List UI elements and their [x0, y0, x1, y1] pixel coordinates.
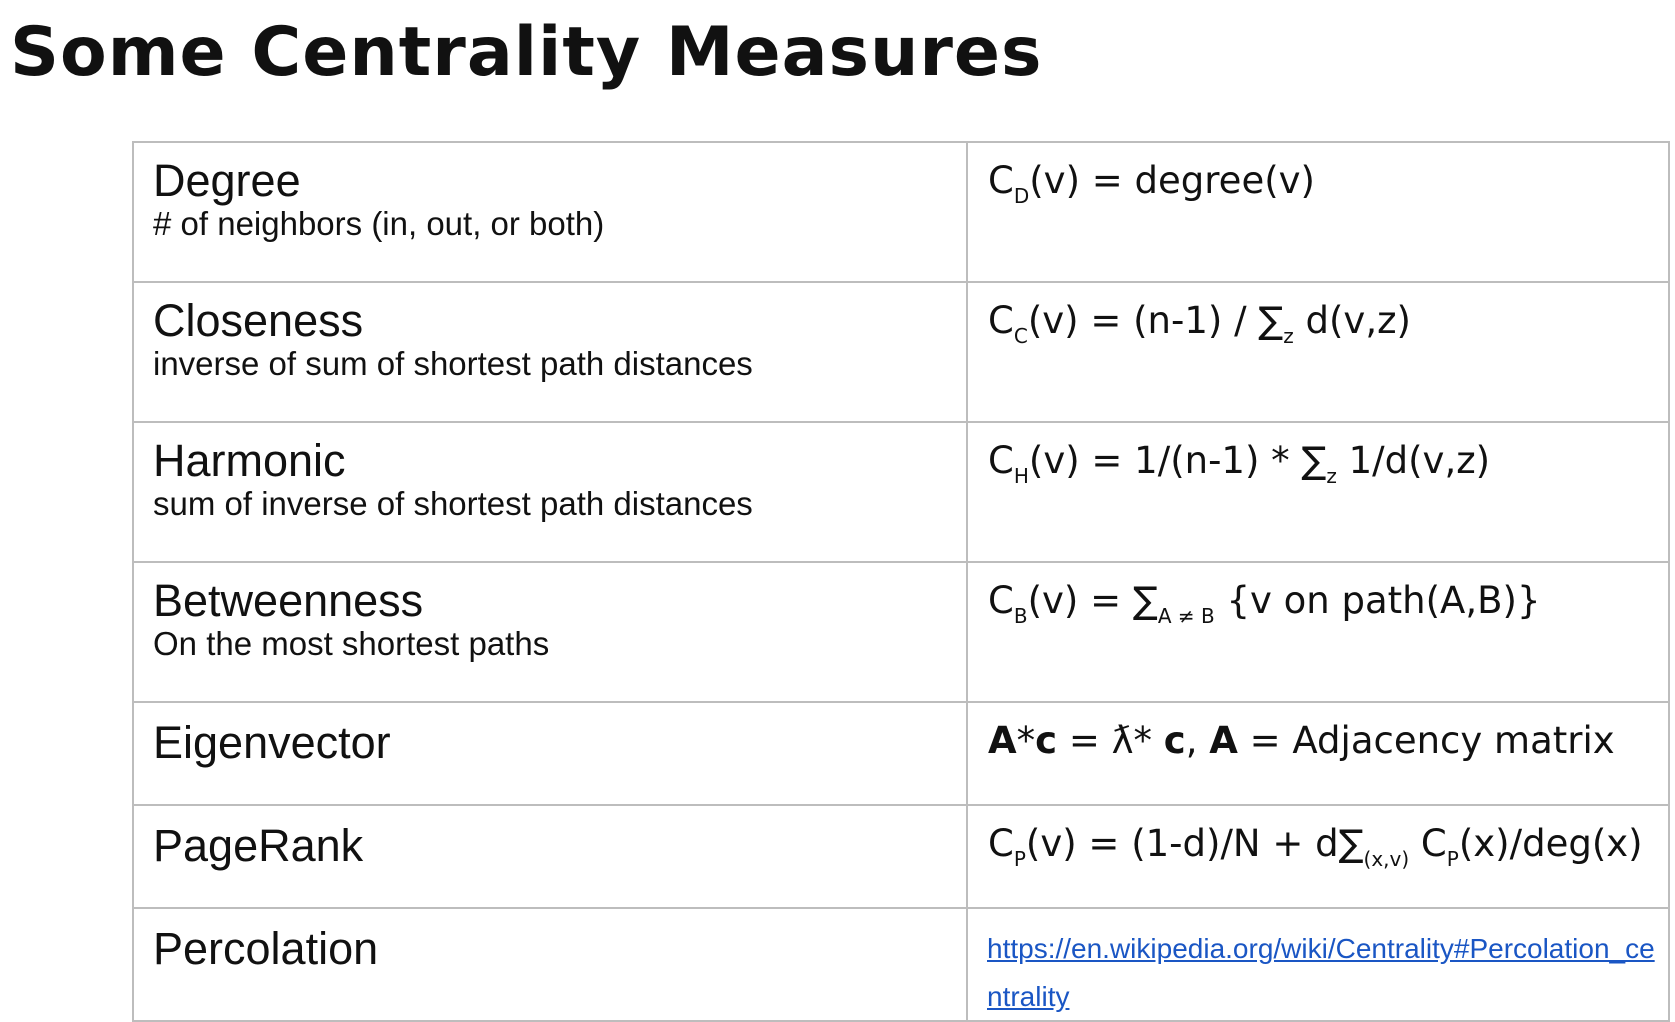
measure-name: Betweenness: [153, 575, 424, 626]
formula-subscript: z: [1326, 464, 1337, 488]
measure-description: # of neighbors (in, out, or both): [153, 205, 605, 242]
measure-name: Closeness: [153, 295, 364, 346]
measure-name: Percolation: [153, 923, 379, 974]
formula-text: {v on path(A,B)}: [1214, 579, 1541, 622]
formula-subscript: (x,v): [1363, 847, 1410, 871]
link-cell: [967, 908, 1669, 1021]
measure-description: On the most shortest paths: [153, 625, 550, 662]
formula-text: d(v,z): [1293, 299, 1411, 342]
formula-degree: [988, 159, 1315, 208]
measure-name: Degree: [153, 155, 301, 206]
formula-text: ,: [1185, 719, 1210, 762]
measure-cell: [133, 562, 967, 702]
formula-symbol: C: [988, 822, 1014, 865]
table-row-pagerank: [133, 805, 1669, 908]
measure-cell: [133, 142, 967, 282]
centrality-table: [132, 141, 1670, 1022]
table-row-degree: [133, 142, 1669, 282]
formula-symbol: C: [988, 439, 1014, 482]
formula-vector-symbol: c: [1163, 719, 1186, 762]
measure-cell: [133, 422, 967, 562]
formula-cell: [967, 805, 1669, 908]
formula-text: (v) = 1/(n-1) * ∑: [1028, 439, 1327, 482]
formula-subscript: D: [1013, 184, 1030, 208]
formula-cell: [967, 282, 1669, 422]
measure-cell: [133, 282, 967, 422]
formula-pagerank: [988, 822, 1643, 871]
formula-symbol: C: [988, 159, 1014, 202]
formula-text: (v) = (n-1) / ∑: [1027, 299, 1284, 342]
measure-name: Eigenvector: [153, 717, 391, 768]
table-row-percolation: [133, 908, 1669, 1021]
formula-text: = ƛ*: [1057, 719, 1164, 762]
formula-subscript: C: [1013, 324, 1028, 348]
percolation-wiki-link[interactable]: https://en.wikipedia.org/wiki/Centrality#Percolation_centrality: [987, 933, 1655, 1012]
measure-cell: [133, 702, 967, 805]
formula-eigenvector: [988, 719, 1615, 762]
formula-subscript: z: [1283, 324, 1294, 348]
formula-cell: [967, 562, 1669, 702]
formula-cell: [967, 142, 1669, 282]
formula-symbol: C: [988, 579, 1014, 622]
table-row-closeness: [133, 282, 1669, 422]
formula-betweenness: [988, 579, 1541, 628]
formula-subscript: B: [1013, 604, 1028, 628]
formula-vector-symbol: c: [1035, 719, 1058, 762]
measure-cell: [133, 908, 967, 1021]
measure-description: sum of inverse of shortest path distances: [153, 485, 753, 522]
formula-text: C: [1409, 822, 1447, 865]
formula-text: (v) = (1-d)/N + d∑: [1025, 822, 1364, 865]
measure-name: Harmonic: [153, 435, 346, 486]
table-row-harmonic: [133, 422, 1669, 562]
formula-text: (v) = degree(v): [1029, 159, 1315, 202]
formula-matrix-symbol: A: [988, 719, 1017, 762]
formula-text: *: [1016, 719, 1036, 762]
table-row-betweenness: [133, 562, 1669, 702]
formula-symbol: C: [988, 299, 1014, 342]
formula-text: = Adjacency matrix: [1237, 719, 1615, 762]
formula-cell: [967, 702, 1669, 805]
formula-cell: [967, 422, 1669, 562]
formula-text: (v) = ∑: [1027, 579, 1158, 622]
formula-subscript: H: [1013, 464, 1029, 488]
formula-closeness: [988, 299, 1411, 348]
slide-title: Some Centrality Measures: [10, 13, 1043, 92]
formula-subscript: P: [1446, 847, 1459, 871]
formula-subscript: A ≠ B: [1157, 604, 1215, 628]
formula-text: (x)/deg(x): [1458, 822, 1643, 865]
measure-description: inverse of sum of shortest path distances: [153, 345, 753, 382]
measure-cell: [133, 805, 967, 908]
table-row-eigenvector: [133, 702, 1669, 805]
formula-text: 1/d(v,z): [1336, 439, 1491, 482]
measure-name: PageRank: [153, 820, 364, 871]
formula-harmonic: [988, 439, 1491, 488]
formula-subscript: P: [1013, 847, 1026, 871]
formula-matrix-symbol: A: [1209, 719, 1238, 762]
